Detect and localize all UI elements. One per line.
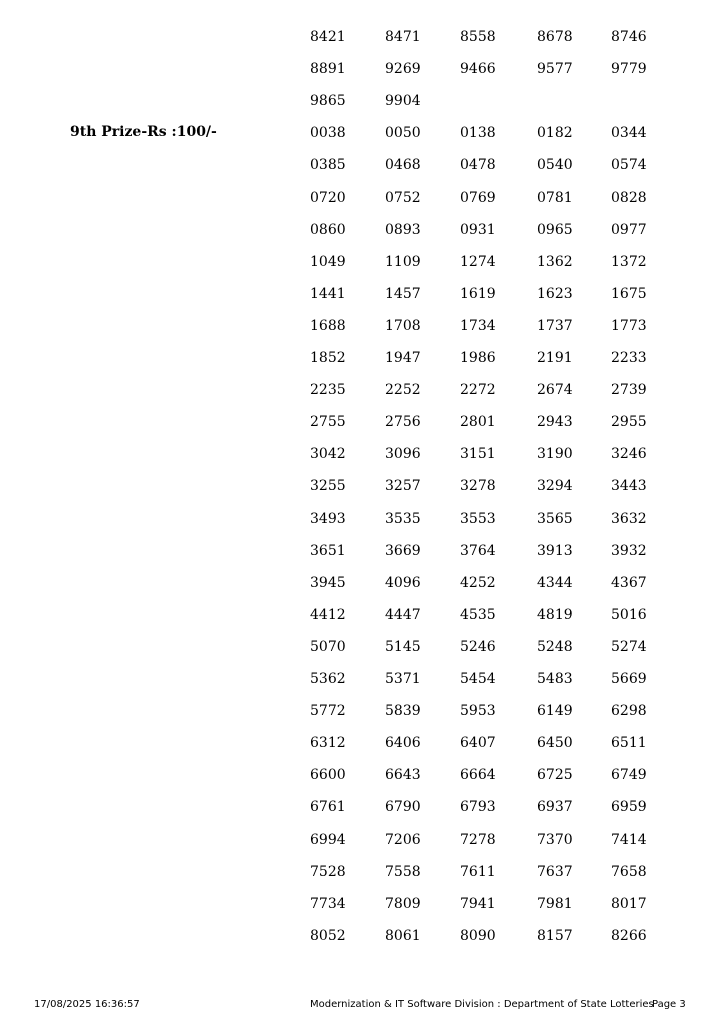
winning-number: 0344: [611, 125, 647, 142]
winning-number: 1688: [310, 317, 346, 334]
winning-number: 0540: [537, 157, 573, 174]
winning-number: 6406: [385, 735, 421, 752]
footer-division: Modernization & IT Software Division : Department of State Lotteries: [310, 999, 654, 1010]
winning-number: 0931: [460, 221, 496, 238]
winning-number: 7370: [537, 831, 573, 848]
winning-number: 7278: [460, 831, 496, 848]
winning-number: 1675: [611, 285, 647, 302]
winning-number: 2272: [460, 382, 496, 399]
winning-number: 9904: [385, 93, 421, 110]
winning-number: 0574: [611, 157, 647, 174]
winning-number: 3257: [385, 478, 421, 495]
winning-number: 7414: [611, 831, 647, 848]
winning-number: 0138: [460, 125, 496, 142]
winning-number: 3042: [310, 446, 346, 463]
winning-number: 6749: [611, 767, 647, 784]
winning-number: 1109: [385, 253, 421, 270]
winning-number: 3246: [611, 446, 647, 463]
winning-number: 3190: [537, 446, 573, 463]
winning-number: 0050: [385, 125, 421, 142]
winning-number: 0385: [310, 157, 346, 174]
winning-number: 3535: [385, 510, 421, 527]
winning-number: 2756: [385, 414, 421, 431]
winning-number: 1734: [460, 317, 496, 334]
winning-number: 3443: [611, 478, 647, 495]
winning-number: 3255: [310, 478, 346, 495]
winning-number: 2233: [611, 350, 647, 366]
winning-number: 6790: [385, 799, 421, 816]
winning-number: 6664: [460, 767, 496, 784]
winning-number: 9865: [310, 93, 346, 110]
winning-number: 2955: [611, 414, 647, 431]
winning-number: 1372: [611, 253, 647, 270]
winning-number: 1737: [537, 317, 573, 334]
winning-number: 5016: [611, 606, 647, 623]
winning-number: 3553: [460, 510, 496, 527]
winning-number: 6959: [611, 799, 647, 816]
winning-number: 4447: [385, 606, 421, 623]
winning-number: 7941: [460, 895, 496, 912]
winning-number: 2755: [310, 414, 346, 431]
winning-number: 0182: [537, 125, 573, 142]
winning-number: 1441: [310, 285, 346, 302]
winning-number: 3913: [537, 542, 573, 559]
winning-number: 9577: [537, 61, 573, 78]
winning-number: 2674: [537, 382, 573, 399]
winning-number: 6450: [537, 735, 573, 752]
winning-number: 3278: [460, 478, 496, 495]
winning-number: 0893: [385, 221, 421, 238]
winning-number: 5454: [460, 671, 496, 687]
winning-number: 0478: [460, 157, 496, 174]
winning-number: 6407: [460, 735, 496, 752]
winning-number: 7658: [611, 863, 647, 880]
winning-number: 5371: [385, 671, 421, 687]
winning-number: 8471: [385, 29, 421, 45]
winning-number: 0769: [460, 189, 496, 206]
winning-number: 2191: [537, 350, 573, 366]
winning-number: 1773: [611, 317, 647, 334]
winning-number: 5669: [611, 671, 647, 687]
winning-number: 6937: [537, 799, 573, 816]
winning-number: 3151: [460, 446, 496, 463]
winning-number: 6643: [385, 767, 421, 784]
winning-number: 0965: [537, 221, 573, 238]
winning-number: 6793: [460, 799, 496, 816]
winning-number: 3493: [310, 510, 346, 527]
winning-number: 4535: [460, 606, 496, 623]
winning-number: 8157: [537, 927, 573, 944]
winning-number: 2801: [460, 414, 496, 431]
winning-number: 8266: [611, 927, 647, 944]
winning-number: 5362: [310, 671, 346, 687]
winning-number: 3932: [611, 542, 647, 559]
winning-number: 0752: [385, 189, 421, 206]
winning-number: 5145: [385, 638, 421, 655]
winning-number: 7611: [460, 863, 496, 880]
winning-number: 9779: [611, 61, 647, 78]
winning-number: 8558: [460, 29, 496, 45]
winning-number: 7809: [385, 895, 421, 912]
winning-number: 1362: [537, 253, 573, 270]
winning-number: 3632: [611, 510, 647, 527]
winning-number: 0828: [611, 189, 647, 206]
winning-number: 6994: [310, 831, 346, 848]
winning-number: 0038: [310, 125, 346, 142]
winning-number: 4344: [537, 574, 573, 591]
winning-number: 0781: [537, 189, 573, 206]
winning-number: 8090: [460, 927, 496, 944]
winning-number: 4819: [537, 606, 573, 623]
winning-number: 6149: [537, 703, 573, 720]
winning-number: 4367: [611, 574, 647, 591]
prize-heading-9th: 9th Prize-Rs :100/-: [70, 124, 217, 140]
winning-number: 1274: [460, 253, 496, 270]
winning-number: 1623: [537, 285, 573, 302]
winning-number: 7528: [310, 863, 346, 880]
winning-number: 4096: [385, 574, 421, 591]
winning-number: 1708: [385, 317, 421, 334]
winning-number: 8017: [611, 895, 647, 912]
winning-number: 3764: [460, 542, 496, 559]
footer-page-number: Page 3: [652, 999, 686, 1010]
winning-number: 4252: [460, 574, 496, 591]
winning-number: 5274: [611, 638, 647, 655]
winning-number: 3565: [537, 510, 573, 527]
winning-number: 5953: [460, 703, 496, 720]
winning-number: 6312: [310, 735, 346, 752]
winning-number: 9269: [385, 61, 421, 78]
winning-number: 2739: [611, 382, 647, 399]
winning-number: 6725: [537, 767, 573, 784]
winning-number: 8678: [537, 29, 573, 45]
footer-datetime: 17/08/2025 16:36:57: [34, 999, 140, 1010]
winning-number: 1457: [385, 285, 421, 302]
winning-number: 5248: [537, 638, 573, 655]
winning-number: 3945: [310, 574, 346, 591]
winning-number: 6761: [310, 799, 346, 816]
winning-number: 2252: [385, 382, 421, 399]
winning-number: 0720: [310, 189, 346, 206]
winning-number: 1986: [460, 350, 496, 366]
winning-number: 5070: [310, 638, 346, 655]
winning-number: 8061: [385, 927, 421, 944]
winning-number: 3651: [310, 542, 346, 559]
winning-number: 4412: [310, 606, 346, 623]
winning-number: 1049: [310, 253, 346, 270]
winning-number: 1619: [460, 285, 496, 302]
winning-number: 8421: [310, 29, 346, 45]
winning-number: 6298: [611, 703, 647, 720]
winning-number: 6600: [310, 767, 346, 784]
winning-number: 3669: [385, 542, 421, 559]
winning-number: 3096: [385, 446, 421, 463]
winning-number: 0468: [385, 157, 421, 174]
winning-number: 7637: [537, 863, 573, 880]
winning-number: 2235: [310, 382, 346, 399]
winning-number: 6511: [611, 735, 647, 752]
winning-number: 0977: [611, 221, 647, 238]
winning-number: 1852: [310, 350, 346, 366]
winning-number: 8052: [310, 927, 346, 944]
winning-number: 7734: [310, 895, 346, 912]
winning-number: 7981: [537, 895, 573, 912]
winning-number: 7558: [385, 863, 421, 880]
winning-number: 5839: [385, 703, 421, 720]
winning-number: 3294: [537, 478, 573, 495]
winning-number: 5483: [537, 671, 573, 687]
winning-number: 5246: [460, 638, 496, 655]
winning-number: 8891: [310, 61, 346, 78]
winning-number: 2943: [537, 414, 573, 431]
winning-number: 7206: [385, 831, 421, 848]
winning-number: 9466: [460, 61, 496, 78]
winning-number: 0860: [310, 221, 346, 238]
winning-number: 1947: [385, 350, 421, 366]
winning-number: 5772: [310, 703, 346, 720]
winning-number: 8746: [611, 29, 647, 45]
